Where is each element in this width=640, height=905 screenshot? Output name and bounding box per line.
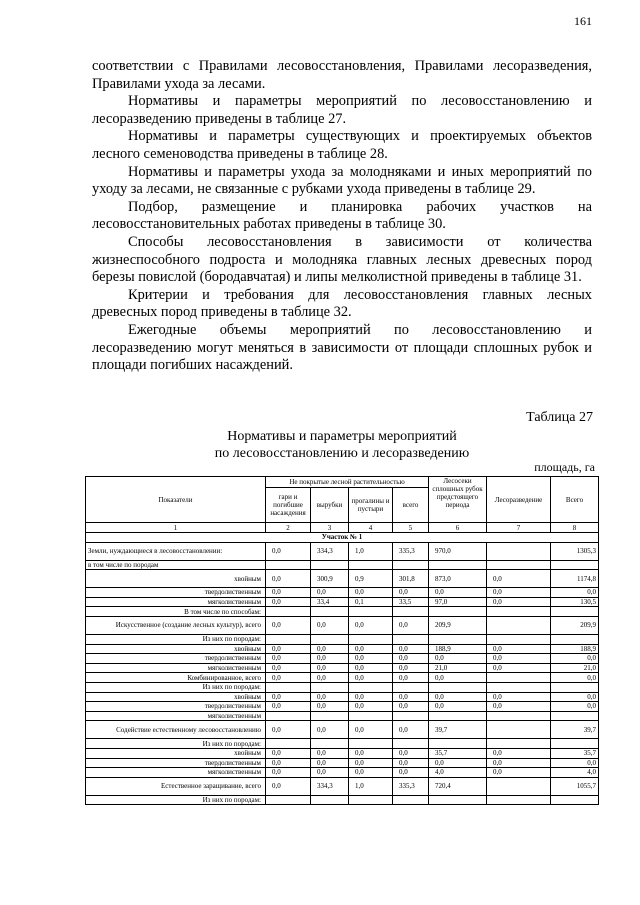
table-row [86,692,599,702]
table-cell [266,607,311,617]
row-label: Земли, нуждающиеся в лесовосстановлении: [86,542,266,560]
table-cell [349,634,393,644]
caption-line: Нормативы и параметры мероприятий [227,429,457,444]
header-indicators: Показатели [86,477,266,523]
paragraph: Подбор, размещение и планировка рабочих участков на лесовосстановительных работах приведены в таблице 30. [92,198,592,233]
table-cell: 35,7 [551,748,599,758]
table-cell: 0,0 [311,673,349,683]
data-table [85,476,599,805]
table-cell: 0,0 [349,663,393,673]
table-cell: 0,0 [487,570,551,588]
table-cell: 1,0 [349,777,393,795]
table-cell: 0,0 [266,758,311,768]
table-cell: 0,0 [349,768,393,778]
table-cell: 0,0 [311,758,349,768]
row-label: Из них по породам: [86,795,266,805]
table-cell [487,795,551,805]
table-row [86,616,599,634]
table-cell: 720,4 [429,777,487,795]
table-row [86,777,599,795]
table-cell [551,560,599,570]
table-row [86,570,599,588]
table-cell: 0,0 [429,702,487,712]
table-cell: 0,0 [487,768,551,778]
table-cell [429,560,487,570]
table-cell: 39,7 [551,721,599,739]
row-label: хвойным [86,644,266,654]
table-cell [487,777,551,795]
table-cell: 33,5 [393,597,429,607]
table-cell: 0,0 [266,616,311,634]
table-cell: 0,0 [393,721,429,739]
table-cell [551,739,599,749]
header-total-nc: всего [393,488,429,523]
table-cell [393,607,429,617]
paragraph: Способы лесовосстановления в зависимости от количества жизнеспособного подроста и молодняка главных лесных древесных пород березы повислой (бородавчатая) и липы мелколистной приведены в таблице 31. [92,233,592,286]
table-cell: 0,0 [551,702,599,712]
table-cell [311,795,349,805]
table-cell: 970,0 [429,542,487,560]
table-cell: 188,9 [551,644,599,654]
table-cell: 0,0 [349,588,393,598]
table-cell: 0,0 [429,588,487,598]
table-cell: 0,0 [349,644,393,654]
table-cell [266,739,311,749]
row-label: Содействие естественному лесовосстановлению [86,721,266,739]
table-cell: 0,0 [349,673,393,683]
table-cell: 0,0 [266,692,311,702]
row-label: хвойным [86,570,266,588]
column-number: 4 [349,523,393,533]
table-cell: 0,0 [349,616,393,634]
table-row [86,682,599,692]
row-label: Из них по породам: [86,739,266,749]
paragraph: Нормативы и параметры ухода за молодняками и иных мероприятий по уходу за лесами, не связанные с рубками ухода приведены в таблице 29. [92,163,592,198]
table-cell: 0,0 [429,673,487,683]
table-cell [266,682,311,692]
table-cell: 0,1 [349,597,393,607]
table-cell: 0,0 [551,673,599,683]
table-cell [429,739,487,749]
table-cell: 0,0 [393,673,429,683]
table-cell: 188,9 [429,644,487,654]
table-cell: 0,0 [266,597,311,607]
table-cell: 0,0 [349,702,393,712]
table-cell: 33,4 [311,597,349,607]
table-cell: 0,0 [487,702,551,712]
table-cell: 35,7 [429,748,487,758]
row-label: Комбинированное, всего [86,673,266,683]
table-row [86,739,599,749]
row-label: Искусственное (создание лесных культур), всего [86,616,266,634]
table-cell [487,673,551,683]
table-cell: 0,0 [266,588,311,598]
table-caption [92,428,592,462]
table-cell [487,721,551,739]
table-cell: 0,0 [393,663,429,673]
table-cell: 0,0 [487,663,551,673]
table-cell: 0,0 [266,644,311,654]
table-row [86,560,599,570]
column-number: 1 [86,523,266,533]
table-row [86,644,599,654]
table-cell: 1055,7 [551,777,599,795]
row-label: хвойным [86,692,266,702]
table-cell [266,795,311,805]
body-text [92,58,592,375]
table-cell: 301,8 [393,570,429,588]
column-number: 5 [393,523,429,533]
table-cell [311,682,349,692]
table-cell: 0,0 [487,692,551,702]
table-cell: 0,0 [311,692,349,702]
table-cell [349,560,393,570]
column-number: 2 [266,523,311,533]
table-cell: 0,0 [487,588,551,598]
table-cell: 335,3 [393,542,429,560]
table-cell [429,795,487,805]
table-cell: 0,0 [266,663,311,673]
table-cell [487,739,551,749]
table-cell: 0,0 [311,654,349,664]
column-number: 3 [311,523,349,533]
table-cell: 0,0 [349,758,393,768]
table-cell [311,607,349,617]
table-cell: 0,0 [266,570,311,588]
paragraph: соответствии с Правилами лесовосстановления, Правилами лесоразведения, Правилами ухода за лесами. [92,58,592,92]
table-cell: 0,9 [349,570,393,588]
paragraph: Критерии и требования для лесовосстановления главных лесных древесных пород приведены в таблице 32. [92,286,592,321]
table-cell [266,560,311,570]
table-cell [487,607,551,617]
table-cell: 0,0 [266,673,311,683]
table-cell [487,616,551,634]
table-cell [487,634,551,644]
table-cell: 0,0 [551,758,599,768]
table-cell: 0,0 [429,692,487,702]
table-cell: 1174,8 [551,570,599,588]
table-row [86,588,599,598]
table-cell [551,682,599,692]
table-row [86,758,599,768]
table-cell [551,711,599,721]
table-cell [311,711,349,721]
table-row [86,654,599,664]
table-cell [551,795,599,805]
table-cell [429,711,487,721]
table-row [86,673,599,683]
table-cell: 0,0 [393,702,429,712]
table-row [86,721,599,739]
row-label: мягколиственным [86,597,266,607]
table-cell [393,711,429,721]
table-cell: 300,9 [311,570,349,588]
row-label: мягколиственным [86,711,266,721]
table-cell [551,634,599,644]
table-unit: площадь, га [534,460,595,474]
row-label: В том числе по способам: [86,607,266,617]
table-cell: 0,0 [266,768,311,778]
table-cell: 1,0 [349,542,393,560]
table-cell: 39,7 [429,721,487,739]
table-cell: 334,3 [311,777,349,795]
table-cell: 0,0 [487,654,551,664]
table-cell: 0,0 [551,654,599,664]
table-cell: 0,0 [429,654,487,664]
table-row [86,607,599,617]
table-cell: 0,0 [311,588,349,598]
table-label: Таблица 27 [526,410,593,425]
table-row [86,542,599,560]
row-label: твердолиственным [86,758,266,768]
table-cell [429,607,487,617]
table-cell: 130,5 [551,597,599,607]
header-not-covered: Не покрытые лесной растительностью [266,477,429,488]
table-cell: 0,0 [311,616,349,634]
table-cell: 1305,3 [551,542,599,560]
table-cell [393,795,429,805]
table-row [86,711,599,721]
table-cell: 209,9 [551,616,599,634]
table-cell: 0,0 [429,758,487,768]
row-label: Из них по породам: [86,682,266,692]
header-total: Всего [551,477,599,523]
table-cell: 209,9 [429,616,487,634]
header-glades: прогалины и пустыри [349,488,393,523]
table-cell: 0,0 [393,748,429,758]
table-cell: 0,0 [266,654,311,664]
table-cell: 0,0 [487,748,551,758]
table-cell [349,795,393,805]
table-cell [311,739,349,749]
column-number: 6 [429,523,487,533]
paragraph: Нормативы и параметры мероприятий по лесовосстановлению и лесоразведению приведены в таблице 27. [92,93,592,127]
table-cell: 0,0 [551,588,599,598]
table-row [86,748,599,758]
row-label: твердолиственным [86,654,266,664]
column-number: 8 [551,523,599,533]
table-cell: 0,0 [393,588,429,598]
row-label: Из них по породам: [86,634,266,644]
table-cell: 0,0 [311,644,349,654]
column-numbers-row [86,523,599,533]
table-cell [487,542,551,560]
row-label: в том числе по породам [86,560,266,570]
table-cell: 0,0 [311,768,349,778]
table-cell: 0,0 [487,597,551,607]
page-number: 161 [574,14,592,28]
table-cell: 0,0 [393,768,429,778]
section-title: Участок № 1 [86,533,599,543]
table-cell: 0,0 [311,663,349,673]
table-cell [393,560,429,570]
table-cell [349,739,393,749]
table-cell: 0,0 [349,721,393,739]
table-row [86,663,599,673]
table-cell: 0,0 [349,654,393,664]
table-row [86,597,599,607]
table-cell: 0,0 [487,758,551,768]
table-cell [349,682,393,692]
paragraph: Нормативы и параметры существующих и проектируемых объектов лесного семеноводства приведены в таблице 28. [92,128,592,162]
table-cell: 0,0 [311,721,349,739]
table-cell: 0,0 [311,702,349,712]
table-cell: 334,3 [311,542,349,560]
paragraph: Ежегодные объемы мероприятий по лесовосстановлению и лесоразведению могут меняться в зависимости от площади сплошных рубок и площади погибших насаждений. [92,321,592,374]
row-label: твердолиственным [86,588,266,598]
table-cell [487,682,551,692]
caption-line: по лесовосстановлению и лесоразведению [214,446,470,461]
table-row [86,795,599,805]
table-cell: 0,0 [393,758,429,768]
table-cell: 0,0 [266,702,311,712]
table-cell [429,682,487,692]
table-cell: 0,0 [393,616,429,634]
table-cell: 4,0 [429,768,487,778]
table-cell: 0,0 [551,692,599,702]
row-label: мягколиственным [86,768,266,778]
table-cell: 97,0 [429,597,487,607]
table-cell: 873,0 [429,570,487,588]
table-cell [487,711,551,721]
table-cell [266,634,311,644]
table-cell: 21,0 [551,663,599,673]
table-cell: 335,3 [393,777,429,795]
table-row [86,768,599,778]
table-cell: 0,0 [349,748,393,758]
table-cell: 0,0 [393,644,429,654]
table-cell [349,607,393,617]
table-cell: 0,0 [266,777,311,795]
table-row [86,702,599,712]
table-cell [349,711,393,721]
table-cell [393,682,429,692]
table-cell: 21,0 [429,663,487,673]
table-cell: 0,0 [311,748,349,758]
header-burned: гари и погибшие насаждения [266,488,311,523]
table-cell: 0,0 [266,542,311,560]
table-cell [487,560,551,570]
row-label: твердолиственным [86,702,266,712]
row-label: Естественное заращивание, всего [86,777,266,795]
table-cell: 0,0 [266,748,311,758]
table-row [86,634,599,644]
table-cell [266,711,311,721]
table-cell [551,607,599,617]
header-cuts: Лесосеки сплошных рубок предстоящего периода [429,477,487,523]
table-cell: 0,0 [266,721,311,739]
table-cell [393,634,429,644]
header-afforestation: Лесоразведение [487,477,551,523]
table-cell: 4,0 [551,768,599,778]
row-label: мягколиственным [86,663,266,673]
table-cell: 0,0 [349,692,393,702]
table-cell: 0,0 [487,644,551,654]
column-number: 7 [487,523,551,533]
row-label: хвойным [86,748,266,758]
table-cell: 0,0 [393,654,429,664]
table-cell: 0,0 [393,692,429,702]
header-clearings: вырубки [311,488,349,523]
table-cell [311,560,349,570]
table-cell [429,634,487,644]
table-cell [311,634,349,644]
table-cell [393,739,429,749]
